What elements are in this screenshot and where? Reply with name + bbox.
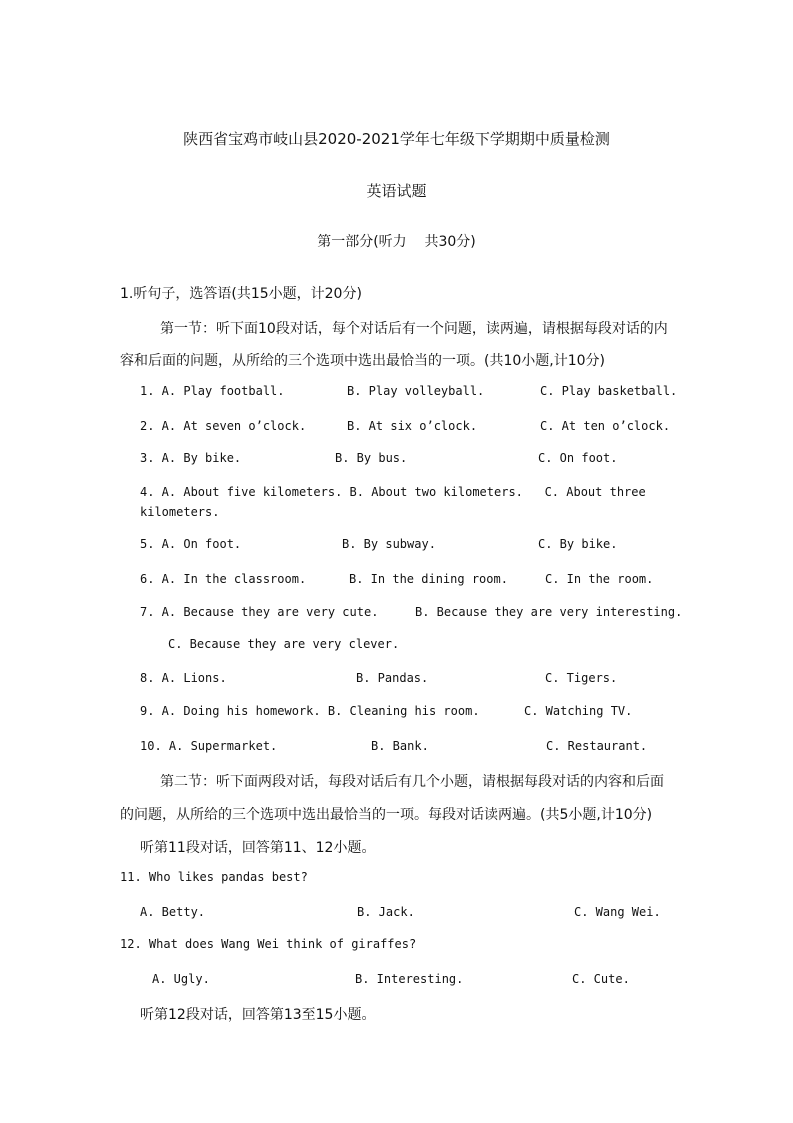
q10-option-c: C. Restaurant. [546, 739, 648, 753]
q4-options-line1: 4. A. About five kilometers. B. About two kilometers. C. About three [140, 485, 646, 499]
q4-options-line2: kilometers. [140, 505, 220, 519]
q7-option-a: 7. A. Because they are very cute. [140, 605, 379, 619]
q3-option-b: B. By bus. [335, 451, 408, 465]
q2-option-c: C. At ten o’clock. [540, 419, 671, 433]
q9-option-c: C. Watching TV. [524, 704, 633, 718]
q12-option-a: A. Ugly. [152, 972, 210, 986]
q2-option-b: B. At six o’clock. [347, 419, 478, 433]
q3-option-c: C. On foot. [538, 451, 618, 465]
q8-option-a: 8. A. Lions. [140, 671, 227, 685]
section-heading: 1.听句子，选答语(共15小题，计20分) [120, 286, 362, 302]
q12-stem: 12. What does Wang Wei think of giraffes? [120, 937, 417, 951]
q12-option-b: B. Interesting. [355, 972, 464, 986]
q6-option-b: B. In the dining room. [349, 572, 508, 586]
dialog11-heading: 听第11段对话，回答第11、12小题。 [140, 840, 376, 856]
part-heading: 第一部分(听力 共30分) [317, 234, 476, 250]
dialog12-heading: 听第12段对话，回答第13至15小题。 [140, 1007, 376, 1023]
q6-option-c: C. In the room. [545, 572, 654, 586]
q5-option-c: C. By bike. [538, 537, 618, 551]
q11-stem: 11. Who likes pandas best? [120, 870, 308, 884]
q8-option-c: C. Tigers. [545, 671, 618, 685]
q1-option-a: 1. A. Play football. [140, 384, 285, 398]
q11-option-c: C. Wang Wei. [574, 905, 661, 919]
q12-option-c: C. Cute. [572, 972, 630, 986]
q8-option-b: B. Pandas. [356, 671, 429, 685]
exam-title: 陕西省宝鸡市岐山县2020-2021学年七年级下学期期中质量检测 [183, 130, 610, 148]
q1-option-b: B. Play volleyball. [347, 384, 485, 398]
section1-instruction-line1: 第一节：听下面10段对话，每个对话后有一个问题，读两遍，请根据每段对话的内 [160, 321, 668, 337]
q5-option-b: B. By subway. [342, 537, 436, 551]
q9-option-ab: 9. A. Doing his homework. B. Cleaning his room. [140, 704, 480, 718]
q7-option-b: B. Because they are very interesting. [415, 605, 683, 619]
q5-option-a: 5. A. On foot. [140, 537, 242, 551]
q10-option-b: B. Bank. [371, 739, 429, 753]
q2-option-a: 2. A. At seven o’clock. [140, 419, 307, 433]
section2-instruction-line2: 的问题，从所给的三个选项中选出最恰当的一项。每段对话读两遍。(共5小题,计10分) [120, 807, 653, 823]
q7-option-c: C. Because they are very clever. [168, 637, 400, 651]
exam-subtitle: 英语试题 [366, 182, 427, 200]
q6-option-a: 6. A. In the classroom. [140, 572, 307, 586]
q10-option-a: 10. A. Supermarket. [140, 739, 278, 753]
q1-option-c: C. Play basketball. [540, 384, 678, 398]
section1-instruction-line2: 容和后面的问题，从所给的三个选项中选出最恰当的一项。(共10小题,计10分) [120, 353, 606, 369]
q11-option-b: B. Jack. [357, 905, 415, 919]
section2-instruction-line1: 第二节：听下面两段对话，每段对话后有几个小题，请根据每段对话的内容和后面 [160, 774, 664, 790]
q3-option-a: 3. A. By bike. [140, 451, 242, 465]
q11-option-a: A. Betty. [140, 905, 206, 919]
